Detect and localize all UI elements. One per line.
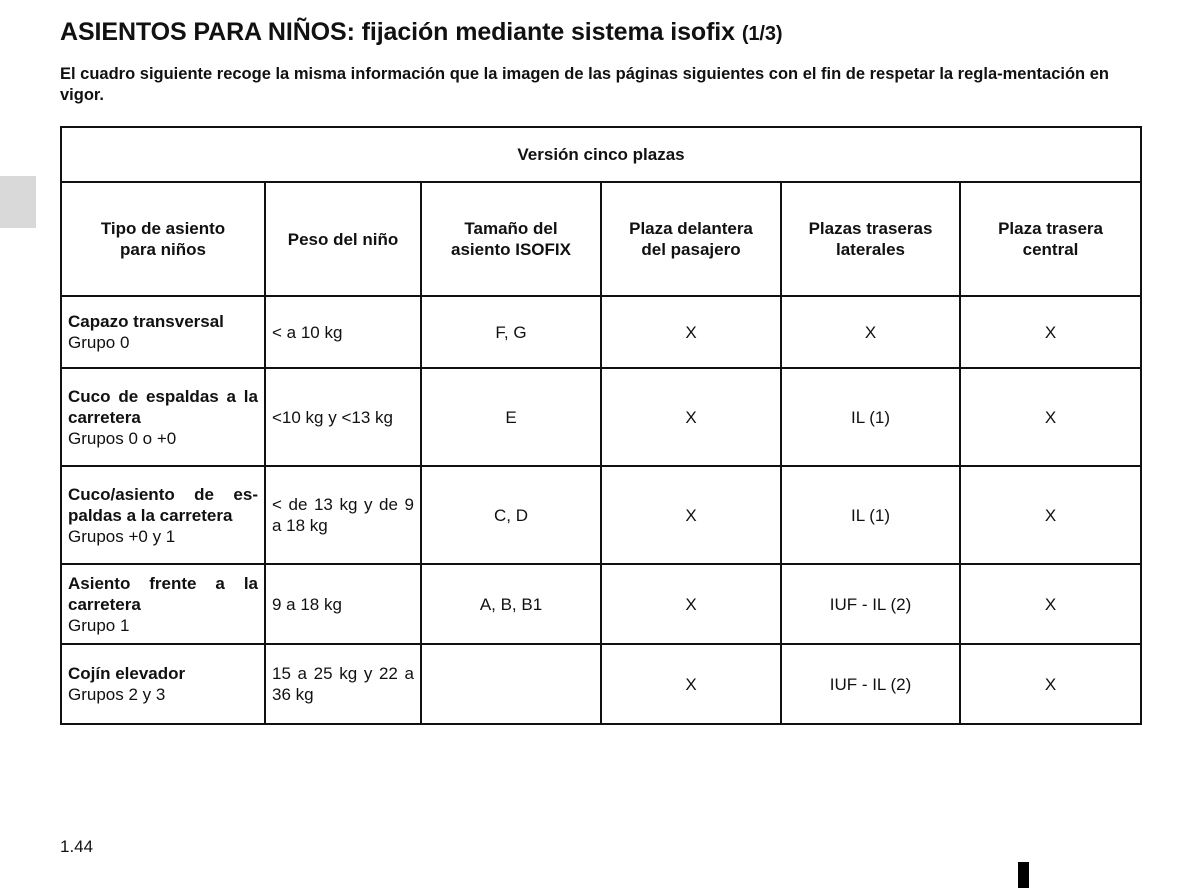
- weight-cell: < de 13 kg y de 9 a 18 kg: [265, 466, 421, 564]
- rear-side-cell: X: [781, 296, 960, 368]
- table-row: [61, 466, 1141, 564]
- page-number: 1.44: [60, 837, 94, 856]
- section-side-tab: [0, 176, 36, 228]
- weight-cell: 15 a 25 kg y 22 a 36 kg: [265, 644, 421, 724]
- table-row: [61, 296, 1141, 368]
- page-title-part: (1/3): [741, 23, 783, 45]
- front-passenger-cell: X: [601, 564, 781, 644]
- table-header-row: [61, 182, 1141, 296]
- front-passenger-cell: X: [601, 466, 781, 564]
- rear-center-cell: X: [960, 564, 1141, 644]
- rear-center-cell: X: [960, 466, 1141, 564]
- rear-center-cell: X: [960, 296, 1141, 368]
- table-row: [61, 564, 1141, 644]
- header-seat-type: Tipo de asiento para niños: [61, 182, 265, 296]
- seat-type-name: Capazo transversal: [68, 312, 224, 331]
- seat-type-cell: [61, 466, 265, 564]
- isofix-size-cell: F, G: [421, 296, 601, 368]
- front-passenger-cell: X: [601, 368, 781, 466]
- seat-type-cell: [61, 644, 265, 724]
- seat-type-group: Grupo 0: [68, 333, 130, 352]
- page-title: [60, 18, 782, 47]
- page-corner-mark: [1018, 862, 1029, 888]
- rear-side-cell: IUF - IL (2): [781, 644, 960, 724]
- header-child-weight: Peso del niño: [265, 182, 421, 296]
- seat-type-group: Grupos 2 y 3: [68, 685, 166, 704]
- rear-center-cell: X: [960, 368, 1141, 466]
- header-isofix-size: Tamaño del asiento ISOFIX: [421, 182, 601, 296]
- weight-cell: 9 a 18 kg: [265, 564, 421, 644]
- seat-type-group: Grupos 0 o +0: [68, 428, 177, 448]
- seat-type-group: Grupos +0 y 1: [68, 526, 176, 546]
- isofix-size-cell: E: [421, 368, 601, 466]
- intro-paragraph: El cuadro siguiente recoge la misma información que la imagen de las páginas siguientes con el fin de respetar la regla-mentación en vigor.: [60, 65, 1109, 104]
- header-rear-center: Plaza trasera central: [960, 182, 1141, 296]
- isofix-size-cell: C, D: [421, 466, 601, 564]
- header-rear-side: Plazas traseras laterales: [781, 182, 960, 296]
- seat-type-cell: [61, 296, 265, 368]
- table-caption-row: [61, 127, 1141, 182]
- rear-side-cell: IL (1): [781, 368, 960, 466]
- seat-type-cell: [61, 368, 265, 466]
- rear-center-cell: X: [960, 644, 1141, 724]
- rear-side-cell: IL (1): [781, 466, 960, 564]
- seat-type-name: Cuco de espaldas a la carretera: [68, 386, 258, 427]
- isofix-table: [60, 126, 1142, 725]
- weight-cell: <10 kg y <13 kg: [265, 368, 421, 466]
- rear-side-cell: IUF - IL (2): [781, 564, 960, 644]
- isofix-size-cell: A, B, B1: [421, 564, 601, 644]
- front-passenger-cell: X: [601, 644, 781, 724]
- seat-type-name: Asiento frente a la carretera: [68, 573, 258, 614]
- table-row: [61, 368, 1141, 466]
- seat-type-group: Grupo 1: [68, 615, 130, 635]
- header-front-passenger: Plaza delantera del pasajero: [601, 182, 781, 296]
- seat-type-name: Cojín elevador: [68, 664, 186, 683]
- page-title-text: ASIENTOS PARA NIÑOS: fijación mediante sistema isofix: [60, 18, 735, 46]
- seat-type-name: Cuco/asiento de es-paldas a la carretera: [68, 484, 258, 525]
- table-row: [61, 644, 1141, 724]
- seat-type-cell: [61, 564, 265, 644]
- front-passenger-cell: X: [601, 296, 781, 368]
- isofix-size-cell: [421, 644, 601, 724]
- table-caption: Versión cinco plazas: [61, 127, 1141, 182]
- weight-cell: < a 10 kg: [265, 296, 421, 368]
